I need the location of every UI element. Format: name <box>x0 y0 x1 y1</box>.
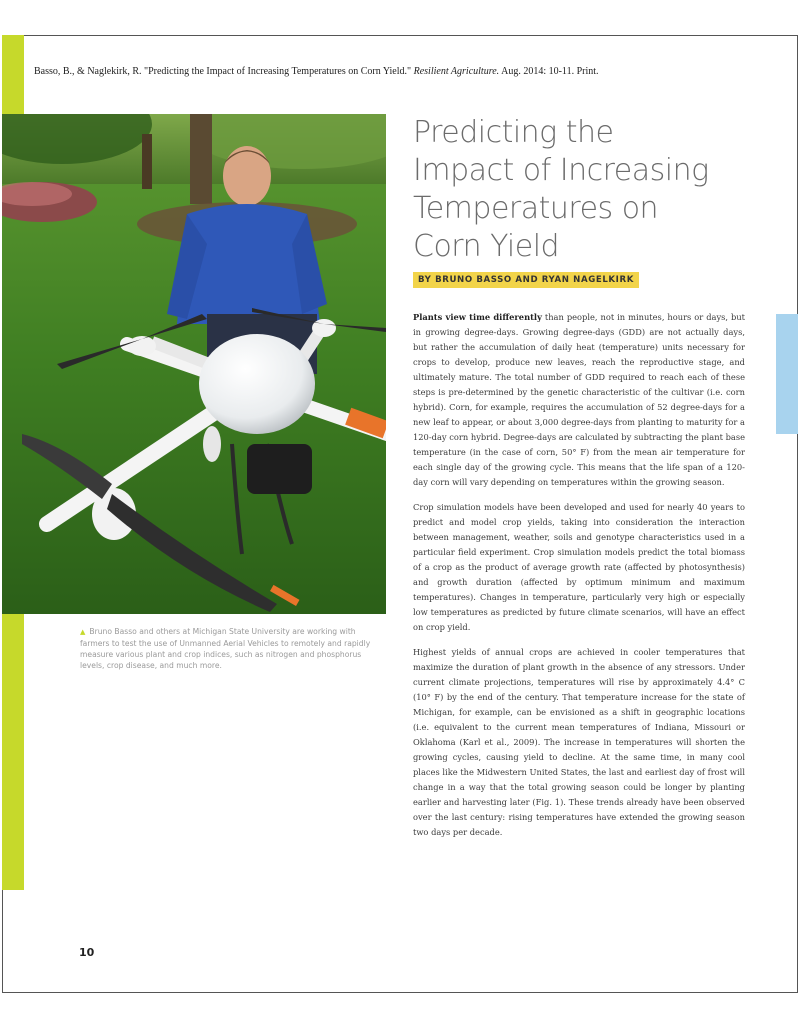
paragraph-3: Highest yields of annual crops are achieved in cooler temperatures that maximize the duration of plant growth in the absence of any stressors. Under current climate projections, temperatures will rise by approximately 4.4° C (10° F) by the end of the century. That temperature increase for the state of Michigan, for example, can be envisioned as a shift in geographic locations (i.e. equivalent to the current mean temperatures of Indiana, Missouri or Oklahoma (Karl et al., 2009). The increase in temperatures will shorten the growing cycles, causing yield to decline. At the same time, in many cool places like the Midwestern United States, the last and earliest day of frost will change in a way that the total growing season could be longer by planting earlier and harvesting later (Fig. 1). These trends already have been observed over the last century: rising temperatures have extended the growing season two days per decade. <box>413 647 745 837</box>
accent-bar-bottom <box>2 614 24 890</box>
accent-bar-top <box>2 35 24 115</box>
caption-text: Bruno Basso and others at Michigan State University are working with farmers to test the use of Unmanned Aerial Vehicles to remotely and rapidly measure various plant and crop indices, such as nitrogen and phosphorus levels, crop disease, and much more. <box>80 627 371 670</box>
title-line: Temperatures on <box>413 191 659 226</box>
section-tab <box>776 314 798 434</box>
paragraph-2: Crop simulation models have been developed and used for nearly 40 years to predict and model crop yields, taking into consideration the interaction between management, weather, soils and genotype characteristics used in a particular field experiment. Crop simulation models predict the total biomass of a crop as the product of average growth rate (affected by photosynthesis) and growth duration (affected by optimum minimum and maximum temperatures). Changes in temperature, particularly very high or especially low temperatures as predicted by future climate scenarios, will have an effect on crop yield. <box>413 502 745 632</box>
lead-in: Plants view time differently <box>413 312 542 322</box>
paragraph-1-text: than people, not in minutes, hours or days, but in growing degree-days. Growing degree-days (GDD) are not actually days, but rather the accumulation of daily heat (temperature) units necessary for crops to develop, produce new leaves, reach the reproductive stage, and ultimately mature. The total number of GDD required to reach each of these steps is pre-determined by the genetic characteristic of the cultivar (i.e. corn hybrid). Corn, for example, requires the accumulation of 52 degree-days for a new leaf to appear, or about 3,000 degree-days from planting to maturity for a 120-day corn hybrid. Degree-days are calculated by subtracting the plant base temperature (in the case of corn, 50° F) from the mean air temperature for each single day of the growing cycle. This means that the life span of a 120-day corn will vary depending on temperatures within the growing season. <box>413 312 745 487</box>
citation <box>34 66 774 77</box>
caption-marker-icon: ▲ <box>80 628 86 636</box>
citation-suffix: Aug. 2014: 10-11. Print. <box>499 66 599 77</box>
paragraph-1 <box>413 310 745 490</box>
drone-photo <box>2 114 386 614</box>
article-title <box>413 114 753 266</box>
article-body <box>413 310 745 850</box>
citation-prefix: Basso, B., & Naglekirk, R. "Predicting the Impact of Increasing Temperatures on Corn Yield." <box>34 66 414 77</box>
title-line: Corn Yield <box>413 229 560 264</box>
page-number: 10 <box>79 946 95 959</box>
title-line: Predicting the <box>413 115 614 150</box>
photo-caption <box>80 626 380 671</box>
title-line: Impact of Increasing <box>413 153 709 188</box>
citation-journal: Resilient Agriculture. <box>413 66 500 77</box>
article-byline: BY BRUNO BASSO AND RYAN NAGELKIRK <box>413 272 639 288</box>
